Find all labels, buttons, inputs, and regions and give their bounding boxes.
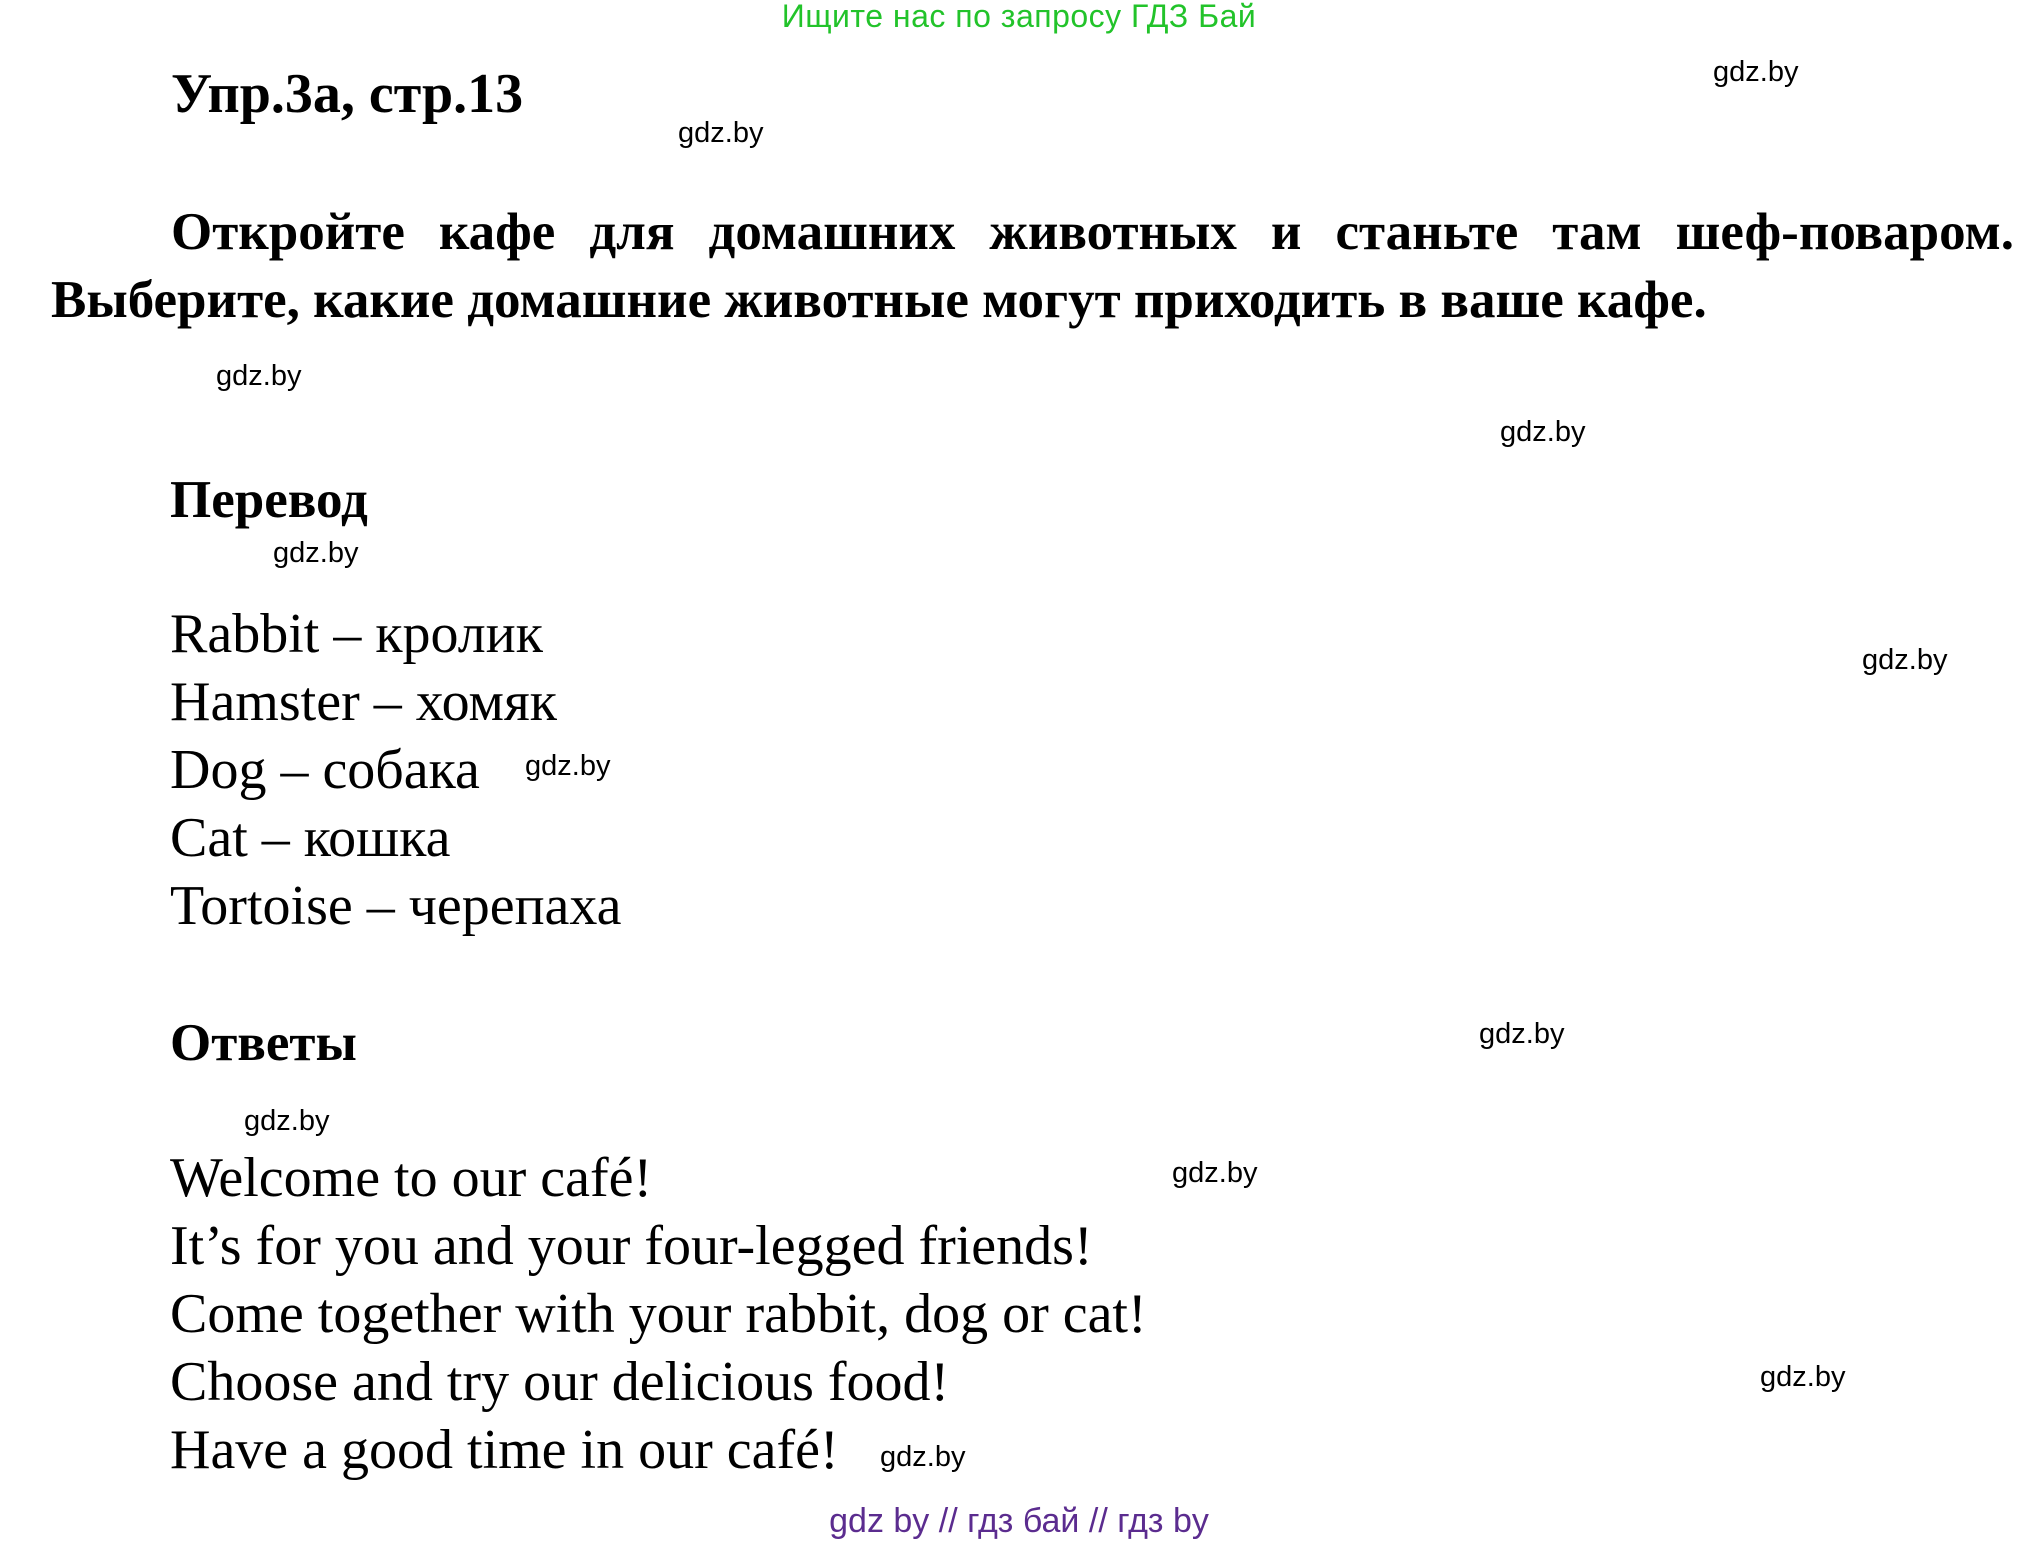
translation-heading: Перевод	[170, 471, 368, 529]
watermark: gdz.by	[1500, 416, 1586, 448]
exercise-title: Упр.3а, стр.13	[171, 63, 524, 125]
watermark: gdz.by	[1172, 1157, 1258, 1189]
watermark: gdz.by	[1713, 56, 1799, 88]
watermark: gdz.by	[525, 750, 611, 782]
translation-item: Cat – кошка	[170, 807, 451, 869]
translation-item: Rabbit – кролик	[170, 603, 543, 665]
answer-line: Come together with your rabbit, dog or cat!	[170, 1283, 1147, 1345]
watermark: gdz.by	[273, 537, 359, 569]
translation-item: Dog – собака	[170, 739, 480, 801]
translation-item: Hamster – хомяк	[170, 671, 557, 733]
watermark: gdz.by	[216, 360, 302, 392]
footer-watermark: gdz by // гдз бай // гдз by	[829, 1502, 1209, 1540]
answer-line: Welcome to our café!	[170, 1147, 653, 1209]
watermark: gdz.by	[880, 1441, 966, 1473]
watermark: gdz.by	[244, 1105, 330, 1137]
watermark: gdz.by	[1862, 644, 1948, 676]
top-banner: Ищите нас по запросу ГДЗ Бай	[781, 0, 1257, 34]
answer-line: Choose and try our delicious food!	[170, 1351, 950, 1413]
answer-line: It’s for you and your four-legged friends!	[170, 1215, 1093, 1277]
answers-heading: Ответы	[170, 1014, 357, 1072]
watermark: gdz.by	[678, 117, 764, 149]
watermark: gdz.by	[1760, 1361, 1846, 1393]
watermark: gdz.by	[1479, 1018, 1565, 1050]
task-text: Откройте кафе для домашних животных и станьте там шеф-поваром. Выберите, какие домашние животные могут приходить в ваше кафе.	[51, 203, 2014, 329]
answer-line: Have a good time in our café!	[170, 1419, 839, 1481]
translation-item: Tortoise – черепаха	[170, 875, 622, 937]
